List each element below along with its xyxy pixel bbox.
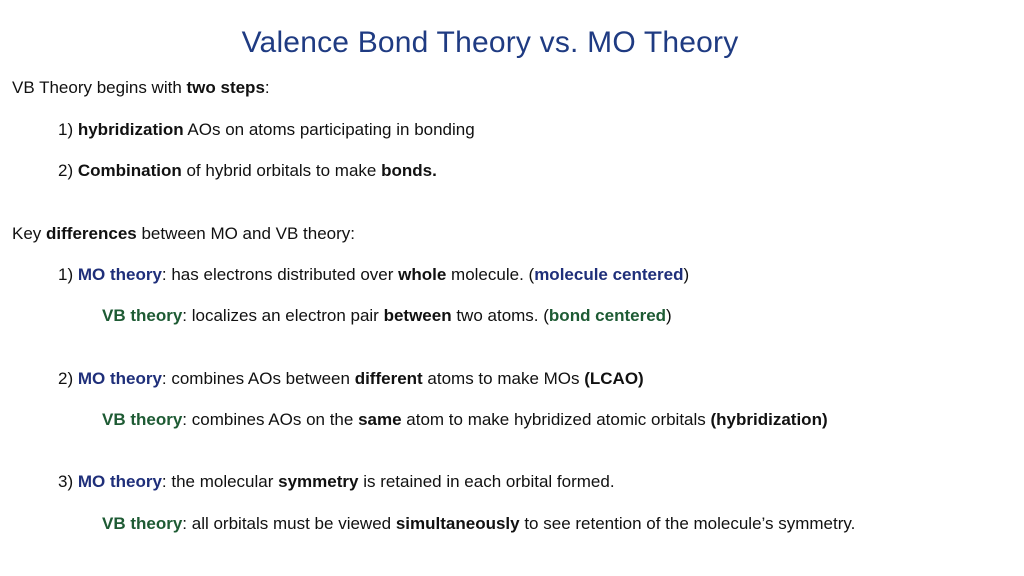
step-1: 1) hybridization AOs on atoms participating in bonding	[58, 120, 475, 139]
difference-3-vb: VB theory: all orbitals must be viewed simultaneously to see retention of the molecule’s symmetry.	[102, 514, 856, 533]
vb-theory-label: VB theory	[102, 410, 183, 429]
step-1-bold: hybridization	[77, 120, 184, 139]
difference-1-mo: 1) MO theory: has electrons distributed over whole molecule. (molecule centered)	[58, 265, 690, 284]
difference-2-vb: VB theory: combines AOs on the same atom to make hybridized atomic orbitals (hybridization)	[102, 410, 828, 429]
differences-bold: differences	[46, 224, 137, 243]
step-2: 2) Combination of hybrid orbitals to make bonds.	[58, 161, 437, 180]
vb-theory-label: VB theory	[102, 514, 183, 533]
mo-theory-label: MO theory	[77, 265, 162, 284]
slide-title: Valence Bond Theory vs. MO Theory	[241, 26, 739, 59]
step-2-bold: Combination	[77, 161, 182, 180]
difference-2-mo: 2) MO theory: combines AOs between different atoms to make MOs (LCAO)	[58, 369, 644, 388]
step-2-bold2: bonds.	[381, 161, 437, 180]
mo-theory-label: MO theory	[77, 472, 162, 491]
difference-3-mo: 3) MO theory: the molecular symmetry is retained in each orbital formed.	[58, 472, 615, 491]
differences-heading: Key differences between MO and VB theory:	[12, 224, 356, 243]
intro-bold: two steps	[186, 78, 265, 97]
difference-1-vb: VB theory: localizes an electron pair between two atoms. (bond centered)	[102, 306, 672, 325]
mo-theory-label: MO theory	[77, 369, 162, 388]
intro-line: VB Theory begins with two steps:	[12, 78, 270, 97]
vb-theory-label: VB theory	[102, 306, 183, 325]
